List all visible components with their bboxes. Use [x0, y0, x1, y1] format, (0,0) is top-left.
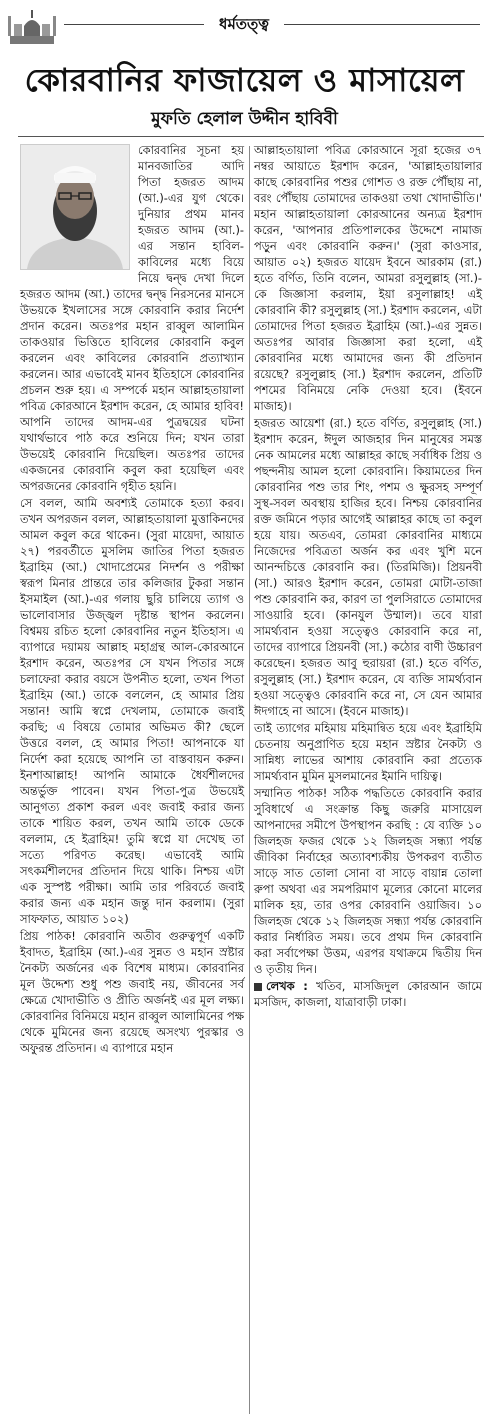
column-divider [249, 146, 250, 1414]
author-photo [20, 144, 130, 270]
article-column-left [20, 142, 244, 1057]
article-byline: মুফতি হেলাল উদ্দীন হাবিবী [151, 109, 338, 129]
header-rule-right [284, 24, 480, 25]
paragraph: কোরবানির সূচনা হয় মানবজাতির আদি পিতা হজরত আদম (আ.)-এর যুগ থেকে। দুনিয়ার প্রথম মানব হজরত আদম (আ.)-এর সন্তান হাবিল-কাবিলের মধ্যে বিয়ে নিয়ে দ্বন্দ্ব দেখা দিলে হজরত আদম (আ.) তাদের দ্বন্দ্ব নিরসনের মানসে উভয়কে ইখলাসের সঙ্গে কোরবানি করার নির্দেশ প্রদান করেন। অতঃপর মহান রাব্বুল আলামিন তাকওয়ার ভিত্তিতে হাবিলের কোরবানি কবুল করলেন এবং কাবিলের কোরবানি প্রত্যাখ্যান করলেন। আর এভাবেই মানব ইতিহাসে কোরবানির প্রচলন শুরু হয়। এ সম্পর্কে মহান আল্লাহতায়ালা পবিত্র কোরআনে ইরশাদ করেন, হে আমার হাবিব! আপনি তাদের আদম-এর পুত্রদ্বয়ের ঘটনা যথার্থভাবে পাঠ করে শুনিয়ে দিন; যখন তারা উভয়েই কোরবানি দিয়েছিল। অতঃপর তাদের একজনের কোরবানি কবুল করা হয়েছিল এবং অপরজনের কোরবানি গৃহীত হয়নি। [20, 143, 244, 493]
section-label: ধর্মতত্ত্ব [219, 15, 269, 33]
author-note [254, 978, 482, 1010]
header-rule-left [64, 24, 204, 25]
paragraph: সে বলল, আমি অবশ্যই তোমাকে হত্যা করব। তখন অপরজন বলল, আল্লাহতায়ালা মুত্তাকিনদের আমল কবুল করে থাকেন। (সুরা মায়েদা, আয়াত ২৭) পরবর্তীতে মুসলিম জাতির পিতা হজরত ইব্রাহিম (আ.) খোদাপ্রেমের নিদর্শন ও পরীক্ষা স্বরূপ মিনার প্রান্তরে তার কলিজার টুকরা সন্তান ইসমাইল (আ.)-এর গলায় ছুরি চালিয়ে ত্যাগ ও ভালোবাসার উজ্জ্বল দৃষ্টান্ত স্থাপন করলেন। বিশ্বময় রচিত হলো কোরবানির নতুন ইতিহাস। এ ব্যাপারে দয়াময় আল্লাহ মহাগ্রন্থ আল-কোরআনে ইরশাদ করেন, অতঃপর সে যখন পিতার সঙ্গে চলাফেরা করার বয়সে উপনীত হলো, তখন পিতা ইব্রাহিম (আ.) তাকে বললেন, হে আমার প্রিয় সন্তান! আমি স্বপ্নে দেখলাম, তোমাকে জবাই করছি; এ বিষয়ে তোমার অভিমত কী? ছেলে উত্তরে বলল, হে আমার পিতা! আপনাকে যা নির্দেশ করা হয়েছে আপনি তা বাস্তবায়ন করুন। ইনশাআল্লাহ! আপনি আমাকে ধৈর্যশীলদের অন্তর্ভুক্ত পাবেন। যখন পিতা-পুত্র উভয়েই আনুগত্য প্রকাশ করল এবং জবাই করার জন্য তাকে শায়িত করল, তখন আমি তাকে ডেকে বললাম, হে ইব্রাহিম! তুমি স্বপ্নে যা দেখেছ তা সত্যে পরিণত করেছ। এভাবেই আমি সৎকর্মশীলদের প্রতিদান দিয়ে থাকি। নিশ্চয় এটা এক সুস্পষ্ট পরীক্ষা। আমি তার পরিবর্তে জবাই করার জন্য এক মহান জন্তু দান করলাম। (সুরা সাফফাত, আয়াত ১০২) [20, 496, 244, 926]
paragraph: আল্লাহতায়ালা পবিত্র কোরআনে সূরা হজের ৩৭ নম্বর আয়াতে ইরশাদ করেন, 'আল্লাহতায়ালার কাছে কোরবানির পশুর গোশত ও রক্ত পৌঁছায় না, বরং পৌঁছায় তোমাদের তাকওয়া তথা খোদাভীতি।' মহান আল্লাহতায়ালা কোরআনের অন্যত্র ইরশাদ করেন, 'আপনার প্রতিপালকের উদ্দেশে নামাজ পড়ুন এবং কোরবানি করুন।' (সুরা কাওসার, আয়াত ০২) হজরত যায়েদ ইবনে আরকাম (রা.) হতে বর্ণিত, তিনি বলেন, আমরা রসুলুল্লাহ (সা.)-কে জিজ্ঞাসা করলাম, ইয়া রসুলাল্লাহ! এই কোরবানি কী? রসুলুল্লাহ (সা.) ইরশাদ করলেন, এটা তোমাদের পিতা হজরত ইব্রাহিম (আ.)-এর সুন্নত। অতঃপর আবার জিজ্ঞাসা করা হলো, এই কোরবানির মধ্যে আমাদের জন্য কী প্রতিদান রয়েছে? রসুলুল্লাহ (সা.) ইরশাদ করলেন, প্রতিটি পশমের বিনিময়ে নেকি দেওয়া হবে। (ইবনে মাজাহ)। [254, 143, 482, 413]
paragraph: হজরত আয়েশা (রা.) হতে বর্ণিত, রসুলুল্লাহ (সা.) ইরশাদ করেন, ঈদুল আজহার দিন মানুষের সমস্ত নেক আমলের মধ্যে আল্লাহর কাছে সর্বাধিক প্রিয় ও পছন্দনীয় আমল হলো কোরবানি। কিয়ামতের দিন কোরবানির পশু তার শিং, পশম ও ক্ষুরসহ সম্পূর্ণ সুস্থ-সবল অবস্থায় হাজির হবে। নিশ্চয় কোরবানির রক্ত জমিনে পড়ার আগেই আল্লাহর কাছে তা কবুল হয়ে যায়। অতএব, তোমরা কোরবানির মাধ্যমে নিজেদের পবিত্রতা অর্জন কর এবং খুশি মনে আনন্দচিত্তে কোরবানি কর। (তিরমিজি)। প্রিয়নবী (সা.) আরও ইরশাদ করেন, তোমরা মোটা-তাজা পশু কোরবানি কর, কারণ তা পুলসিরাতে তোমাদের সাওয়ারি হবে। (কানযুল উম্মাল)। তবে যারা সামর্থ্যবান হওয়া সত্ত্বেও কোরবানি করে না, তাদের ব্যাপারে প্রিয়নবী (সা.) কঠোর বাণী উচ্চারণ করেছেন। হজরত আবু হুরায়রা (রা.) হতে বর্ণিত, রসুলুল্লাহ (সা.) ইরশাদ করেন, যে ব্যক্তি সামর্থ্যবান হওয়া সত্ত্বেও কোরবানি করে না, সে যেন আমার ঈদগাহে না আসে। (ইবনে মাজাহ)। [254, 416, 482, 718]
paragraph: প্রিয় পাঠক! কোরবানি অতীব গুরুত্বপূর্ণ একটি ইবাদত, ইব্রাহিম (আ.)-এর সুন্নত ও মহান স্রষ্টার নৈকট্য অর্জনের এক বিশেষ মাধ্যম। কোরবানির মূল উদ্দেশ্য শুধু পশু জবাই নয়, জীবনের সর্ব ক্ষেত্রে খোদাভীতি ও প্রীতি অর্জনই এর মূল লক্ষ্য। কোরবানির বিনিময়ে মহান রাব্বুল আলামিনের পক্ষ থেকে মুমিনের জন্য রয়েছে অসংখ্য পুরস্কার ও অফুরন্ত প্রতিদান। এ ব্যাপারে মহান [20, 929, 244, 1055]
article-column-right [254, 142, 482, 1011]
paragraph: সম্মানিত পাঠক! সঠিক পদ্ধতিতে কোরবানি করার সুবিধার্থে এ সংক্রান্ত কিছু জরুরি মাসায়েল আপনাদের সমীপে উপস্থাপন করছি : যে ব্যক্তি ১০ জিলহজ ফজর থেকে ১২ জিলহজ সন্ধ্যা পর্যন্ত জীবিকা নির্বাহের অত্যাবশ্যকীয় উপকরণ ব্যতীত সাড়ে সাত তোলা সোনা বা সাড়ে বায়ান্ন তোলা রুপা অথবা এর সমপরিমাণ মূল্যের কোনো মালের মালিক হয়, তার ওপর কোরবানি ওয়াজিব। ১০ জিলহজ থেকে ১২ জিলহজ সন্ধ্যা পর্যন্ত কোরবানি করার নির্ধারিত সময়। তবে প্রথম দিন কোরবানি করা সর্বাপেক্ষা উত্তম, এরপর যথাক্রমে দ্বিতীয় দিন ও তৃতীয় দিন। [254, 786, 482, 976]
mosque-logo-icon [6, 6, 58, 46]
article-headline: কোরবানির ফাজায়েল ও মাসায়েল [24, 61, 465, 99]
paragraph: তাই ত্যাগের মহিমায় মহিমান্বিত হয়ে এবং ইব্রাহিমি চেতনায় অনুপ্রাণিত হয়ে মহান স্রষ্টার নৈকট্য ও সান্নিধ্য লাভের আশায় কোরবানি করা প্রত্যেক সামর্থ্যবান মুমিন মুসলমানের ইমানি দায়িত্ব। [254, 721, 482, 783]
author-details: খতিব, মাসজিদুল কোরআন জামে মসজিদ, কাজলা, যাত্রাবাড়ী ঢাকা। [254, 979, 482, 1009]
headline-divider [18, 136, 484, 137]
square-bullet-icon [254, 983, 262, 991]
author-label: লেখক : [266, 979, 308, 993]
